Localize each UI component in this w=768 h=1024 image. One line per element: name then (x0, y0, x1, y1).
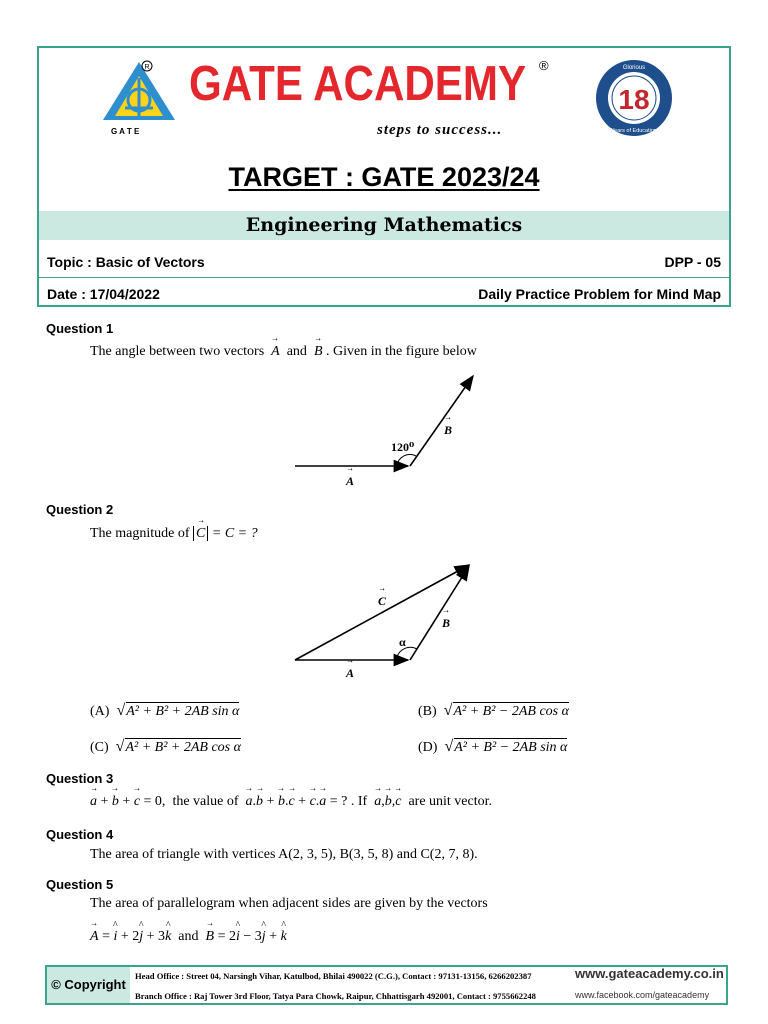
q1-text-post: . Given in the figure below (326, 344, 477, 359)
q1-text-pre: The angle between two vectors (90, 344, 265, 359)
q5-and: and (178, 929, 199, 944)
sqrt-sign: √ (444, 738, 454, 755)
q3-p2a: → b (278, 794, 285, 810)
subject-band: Engineering Mathematics (39, 211, 729, 240)
q1-vector-b: → B (314, 344, 323, 360)
anniversary-badge (594, 58, 674, 138)
brand-registered-mark: ® (539, 58, 549, 73)
q2-magnitude-c (193, 526, 208, 541)
q2-vector-c: → C (196, 526, 205, 542)
header-box (37, 46, 731, 307)
target-title-text: TARGET : GATE 2023/24 (228, 162, 540, 192)
branch-office-line (135, 990, 710, 1001)
q3-eq-zero: = 0, (143, 794, 166, 809)
q2-figure-label-c: → C (378, 594, 386, 609)
dpp-description: Daily Practice Problem for Mind Map (478, 286, 721, 302)
q3-mid: the value of (172, 794, 239, 809)
dpp-number: DPP - 05 (664, 254, 721, 270)
question-5-text: The area of parallelogram when adjacent sides are given by the vectors (90, 896, 488, 911)
q3-u2: → b (385, 794, 392, 810)
q2-option-a-label: (A) (90, 704, 110, 719)
q2-text-post: = C = ? (211, 526, 258, 541)
q1-vector-a: → A (271, 344, 280, 360)
q1-figure-label-a: → A (346, 474, 354, 489)
q1-figure (290, 370, 490, 485)
q3-p3a: → c (310, 794, 316, 810)
target-title (39, 162, 729, 193)
q2-text-pre: The magnitude of (90, 526, 190, 541)
q3-tail-q: = ? . If (329, 794, 368, 809)
q2-option-b-expr: A² + B² − 2AB cos α (453, 704, 569, 719)
q5-eq-a: = (102, 929, 114, 944)
q3-plus-2: + (122, 794, 131, 809)
q3-p3b: → a (319, 794, 326, 810)
head-office: Head Office : Street 04, Narsingh Vihar, Katulbod, Bhilai 490022 (C.G.), Contact : 97131-13156, 6266202387 (135, 971, 532, 981)
q3-tail: are unit vector. (408, 794, 493, 809)
question-4-text: The area of triangle with vertices A(2, 3, 5), B(3, 5, 8) and C(2, 7, 8). (90, 847, 478, 862)
q5-k2: ^ k (281, 929, 287, 945)
date: Date : 17/04/2022 (47, 286, 160, 302)
q5-t3: − 3 (239, 929, 262, 944)
header-divider (39, 277, 729, 278)
tagline: steps to success... (377, 122, 503, 138)
q1-and: and (286, 344, 307, 359)
question-2-text (90, 526, 258, 542)
question-2-title: Question 2 (46, 502, 114, 517)
q3-vec-c: → c (134, 794, 140, 810)
q5-j1: ^ j (139, 929, 143, 945)
question-5-vectors (90, 929, 287, 945)
question-5-title: Question 5 (46, 877, 114, 892)
date-row (47, 286, 721, 302)
q1-angle-label: 120⁰ (391, 440, 415, 454)
question-4-title: Question 4 (46, 827, 114, 842)
sqrt-sign: √ (443, 702, 453, 719)
q2-figure-label-b: → B (442, 616, 450, 631)
copyright: © Copyright (47, 967, 130, 1003)
q2-option-d-label: (D) (418, 740, 438, 755)
head-office-line (135, 966, 724, 981)
q3-p1b: → b (256, 794, 263, 810)
sqrt-sign: √ (116, 702, 126, 719)
q2-option-c-label: (C) (90, 740, 109, 755)
q3-plus-1: + (100, 794, 109, 809)
sqrt-sign: √ (115, 738, 125, 755)
topic-row (47, 254, 721, 270)
gate-logo (99, 58, 179, 138)
q5-t4: + (265, 929, 281, 944)
question-1-text (90, 344, 477, 360)
q2-option-b[interactable] (418, 702, 569, 720)
q5-i1: ^ i (113, 929, 117, 945)
q1-figure-label-b: → B (444, 423, 452, 438)
q5-vector-b: → B (206, 929, 215, 945)
question-3-text: → a + → b + → c = 0, the value of → a.→ b + → b.→ c + → c.→ a = ? . If → a,→ b,→ c are unit vector. (90, 794, 492, 810)
q2-option-a[interactable] (90, 702, 239, 720)
q2-option-d-expr: A² + B² − 2AB sin α (454, 740, 568, 755)
q5-k1: ^ k (165, 929, 171, 945)
topic: Topic : Basic of Vectors (47, 254, 205, 270)
website-link[interactable]: www.gateacademy.co.in (575, 966, 724, 981)
q3-p2b: → c (288, 794, 294, 810)
q3-p1a: → a (246, 794, 253, 810)
q3-vec-b: → b (112, 794, 119, 810)
badge-number: 18 (618, 84, 650, 115)
q2-option-a-expr: A² + B² + 2AB sin α (126, 704, 240, 719)
q5-t2: + 3 (143, 929, 166, 944)
q2-figure-label-a: → A (346, 666, 354, 681)
q2-figure (290, 555, 490, 670)
q2-option-d[interactable] (418, 738, 567, 756)
brand-name: GATE ACADEMY (189, 57, 527, 111)
question-1-title: Question 1 (46, 321, 114, 336)
svg-text:R: R (144, 64, 150, 71)
footer (45, 965, 728, 1005)
question-3-title: Question 3 (46, 771, 114, 786)
q3-u3: → c (395, 794, 401, 810)
q2-option-c[interactable] (90, 738, 241, 756)
q2-option-c-expr: A² + B² + 2AB cos α (125, 740, 241, 755)
q2-option-b-label: (B) (418, 704, 437, 719)
q3-u1: → a (374, 794, 381, 810)
q2-figure-label-alpha: α (399, 635, 406, 649)
branch-office: Branch Office : Raj Tower 3rd Floor, Tatya Para Chowk, Raipur, Chhattisgarh 492001, Contact : 9755662248 (135, 991, 536, 1001)
q5-vector-a: → A (90, 929, 99, 945)
logo-label: G A T E (111, 127, 140, 136)
q5-t1: + 2 (117, 929, 140, 944)
q5-i2: ^ i (236, 929, 240, 945)
q3-vec-a: → a (90, 794, 97, 810)
q5-eq-b: = 2 (217, 929, 236, 944)
q5-j2: ^ j (262, 929, 266, 945)
badge-bottom-text: Years of Education (611, 128, 657, 134)
facebook-link[interactable]: www.facebook.com/gateacademy (575, 990, 710, 1000)
badge-top-text: Glorious (622, 65, 646, 71)
